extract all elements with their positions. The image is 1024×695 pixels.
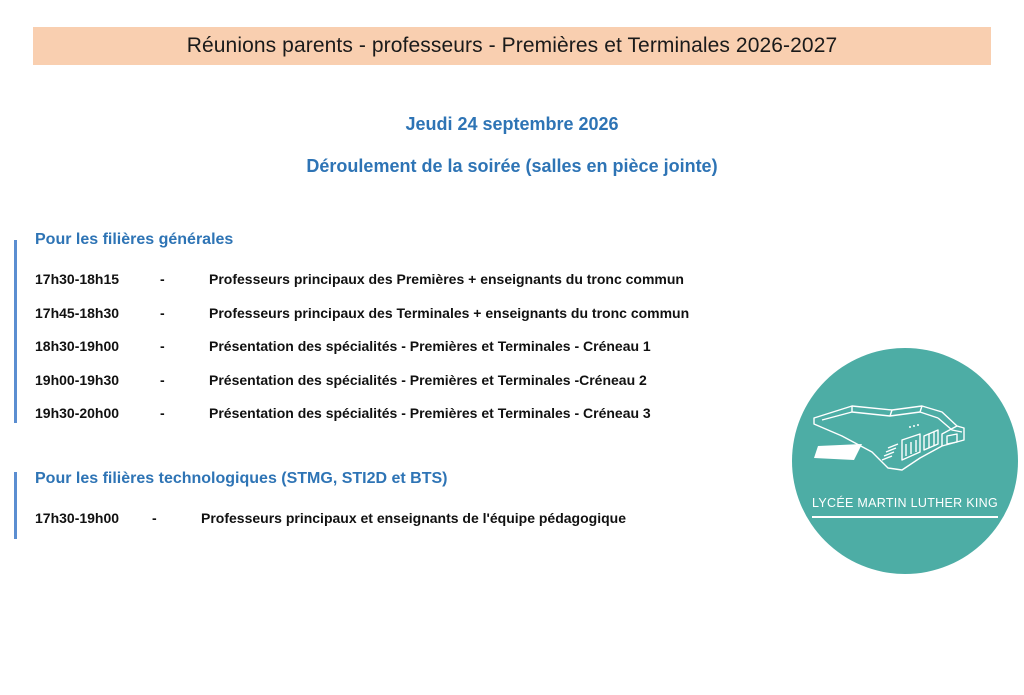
row-time: 17h30-18h15 bbox=[35, 271, 120, 287]
logo-text: LYCÉE MARTIN LUTHER KING bbox=[812, 496, 998, 510]
row-time: 17h45-18h30 bbox=[35, 305, 120, 321]
row-description: Professeurs principaux et enseignants de l'équipe pédagogique bbox=[201, 510, 626, 526]
section-general bbox=[14, 231, 777, 423]
row-description: Professeurs principaux des Premières + enseignants du tronc commun bbox=[209, 271, 684, 287]
row-description: Présentation des spécialités - Premières et Terminales - Créneau 1 bbox=[209, 338, 651, 354]
row-description: Présentation des spécialités - Premières et Terminales -Créneau 2 bbox=[209, 372, 647, 388]
section-technological-title: Pour les filières technologiques (STMG, STI2D et BTS) bbox=[35, 470, 448, 487]
title-banner bbox=[33, 27, 991, 65]
row-separator: - bbox=[160, 405, 165, 421]
page-title: Réunions parents - professeurs - Premières et Terminales 2026-2027 bbox=[186, 34, 838, 57]
row-time: 17h30-19h00 bbox=[35, 510, 120, 526]
school-building-icon bbox=[792, 348, 1018, 574]
event-date: Jeudi 24 septembre 2026 bbox=[405, 114, 619, 134]
row-time: 19h00-19h30 bbox=[35, 372, 120, 388]
row-separator: - bbox=[160, 305, 165, 321]
row-separator: - bbox=[152, 510, 157, 526]
row-time: 18h30-19h00 bbox=[35, 338, 120, 354]
logo-underline bbox=[812, 516, 998, 518]
row-description: Présentation des spécialités - Premières et Terminales - Créneau 3 bbox=[209, 405, 651, 421]
section-general-title: Pour les filières générales bbox=[35, 231, 234, 248]
row-separator: - bbox=[160, 271, 165, 287]
event-description: Déroulement de la soirée (salles en pièce jointe) bbox=[306, 156, 718, 176]
row-description: Professeurs principaux des Terminales + enseignants du tronc commun bbox=[209, 305, 690, 321]
row-separator: - bbox=[160, 338, 165, 354]
row-time: 19h30-20h00 bbox=[35, 405, 120, 421]
school-logo bbox=[792, 348, 1018, 574]
section-technological bbox=[14, 472, 777, 539]
row-separator: - bbox=[160, 372, 165, 388]
